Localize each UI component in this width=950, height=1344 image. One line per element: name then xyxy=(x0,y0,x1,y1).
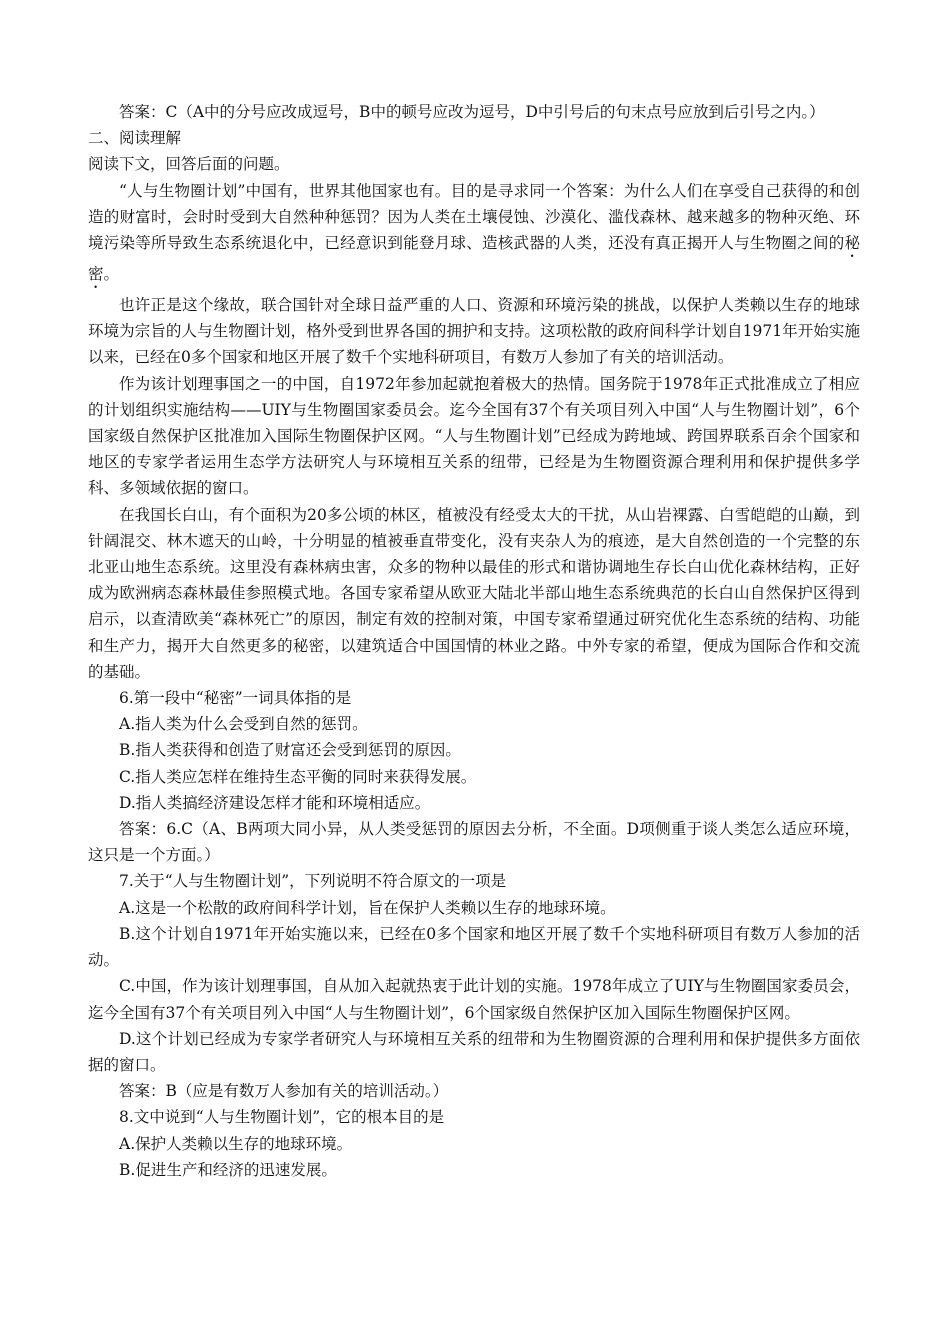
question-8: 8.文中说到“人与生物圈计划”，它的根本目的是 xyxy=(119,1108,445,1127)
question-7-answer: 答案：B（应是有数万人参加有关的培训活动。） xyxy=(119,1082,449,1101)
passage-paragraph-2: 也许正是这个缘故，联合国针对全球日益严重的人口、资源和环境污染的挑战，以保护人类赖以生存的地球环境为宗旨的人与生物圈计划，格外受到世界各国的拥护和支持。这项松散的政府间科学计划自1971年开始实施以来，已经在0多个国家和地区开展了数千个实地科研项目，有数万人参加了有关的培训活动。 xyxy=(88,296,860,367)
document-page xyxy=(88,99,860,1183)
question-6-option-c: C.指人类应怎样在维持生态平衡的同时来获得发展。 xyxy=(119,767,477,786)
question-6-option-a: A.指人类为什么会受到自然的惩罚。 xyxy=(119,715,368,734)
question-6-option-d: D.指人类搞经济建设怎样才能和环境相适应。 xyxy=(119,793,431,812)
question-6-option-b: B.指人类获得和创造了财富还会受到惩罚的原因。 xyxy=(119,741,461,760)
question-7-option-a: A.这是一个松散的政府间科学计划，旨在保护人类赖以生存的地球环境。 xyxy=(119,898,616,917)
passage-paragraph-4: 在我国长白山，有个面积为20多公顷的林区，植被没有经受太大的干扰，从山岩裸露、白雪皑皑的山巅，到针阔混交、林木遮天的山岭，十分明显的植被垂直带变化，没有夹杂人为的痕迹，是大自然创造的一个完整的东北亚山地生态系统。这里没有森林病虫害，众多的物种以最佳的形式和谐协调地生存长白山优化森林结构，正好成为欧洲病态森林最佳参照模式地。各国专家希望从欧亚大陆北半部山地生态系统典范的长白山自然保护区得到启示，以查清欧美“森林死亡”的原因，制定有效的控制对策，中国专家希望通过研究优化生态系统的结构、功能和生产力，揭开大自然更多的秘密，以建筑适合中国国情的林业之路。中外专家的希望，便成为国际合作和交流的基础。 xyxy=(88,505,860,681)
reading-instruction: 阅读下文，回答后面的问题。 xyxy=(88,155,290,174)
question-7-option-b: B.这个计划自1971年开始实施以来，已经在0多个国家和地区开展了数千个实地科研项目有数万人参加的活动。 xyxy=(88,924,860,970)
question-7-option-d: D.这个计划已经成为专家学者研究人与环境相互关系的纽带和为生物圈资源的合理利用和保护提供多方面依据的窗口。 xyxy=(88,1029,860,1074)
answer-punctuation: 答案：C（A中的分号应改成逗号，B中的顿号应改为逗号，D中引号后的句末点号应放到后引号之内。） xyxy=(119,103,825,121)
passage-paragraph-3: 作为该计划理事国之一的中国，自1972年参加起就抱着极大的热情。国务院于1978年正式批准成立了相应的计划组织实施结构——UIY与生物圈国家委员会。迄今全国有37个有关项目列入中国“人与生物圈计划”，6个国家级自然保护区批准加入国际生物圈保护区网。“人与生物圈计划”已经成为跨地域、跨国界联系百余个国家和地区的专家学者运用生态学方法研究人与环境相互关系的纽带，已经是为生物圈资源合理利用和保护提供多学科、多领域依据的窗口。 xyxy=(88,374,860,498)
passage-paragraph-1-end: 。 xyxy=(103,265,120,284)
section-heading: 二、阅读理解 xyxy=(88,129,182,148)
question-8-option-a: A.保护人类赖以生存的地球环境。 xyxy=(119,1134,353,1153)
question-6: 6.第一段中“秘密”一词具体指的是 xyxy=(119,689,352,708)
question-8-option-b: B.促进生产和经济的迅速发展。 xyxy=(119,1160,337,1179)
question-7-option-c: C.中国，作为该计划理事国，自从加入起就热衷于此计划的实施。1978年成立了UIY与生物圈国家委员会，迄今全国有37个有关项目列入中国“人与生物圈计划”，6个国家级自然保护区加入国际生物圈保护区网。 xyxy=(88,977,860,1022)
passage-paragraph-1 xyxy=(88,178,860,292)
question-6-answer: 答案：6.C（A、B两项大同小异，从人类受惩罚的原因去分析，不全面。D项侧重于谈人类怎么适应环境，这只是一个方面。） xyxy=(88,820,860,865)
emphasized-word: 秘密 xyxy=(88,234,860,284)
question-7: 7.关于“人与生物圈计划”，下列说明不符合原文的一项是 xyxy=(119,872,507,891)
passage-paragraph-1-text: “人与生物圈计划”中国有，世界其他国家也有。目的是寻求同一个答案：为什么人们在享受自己获得的和创造的财富时，会时时受到大自然种种惩罚？因为人类在土壤侵蚀、沙漠化、滥伐森林、越来越多的物种灭绝、环境污染等所导致生态系统退化中，已经意识到能登月球、造核武器的人类，还没有真正揭开人与生物圈之间的 xyxy=(88,181,860,253)
